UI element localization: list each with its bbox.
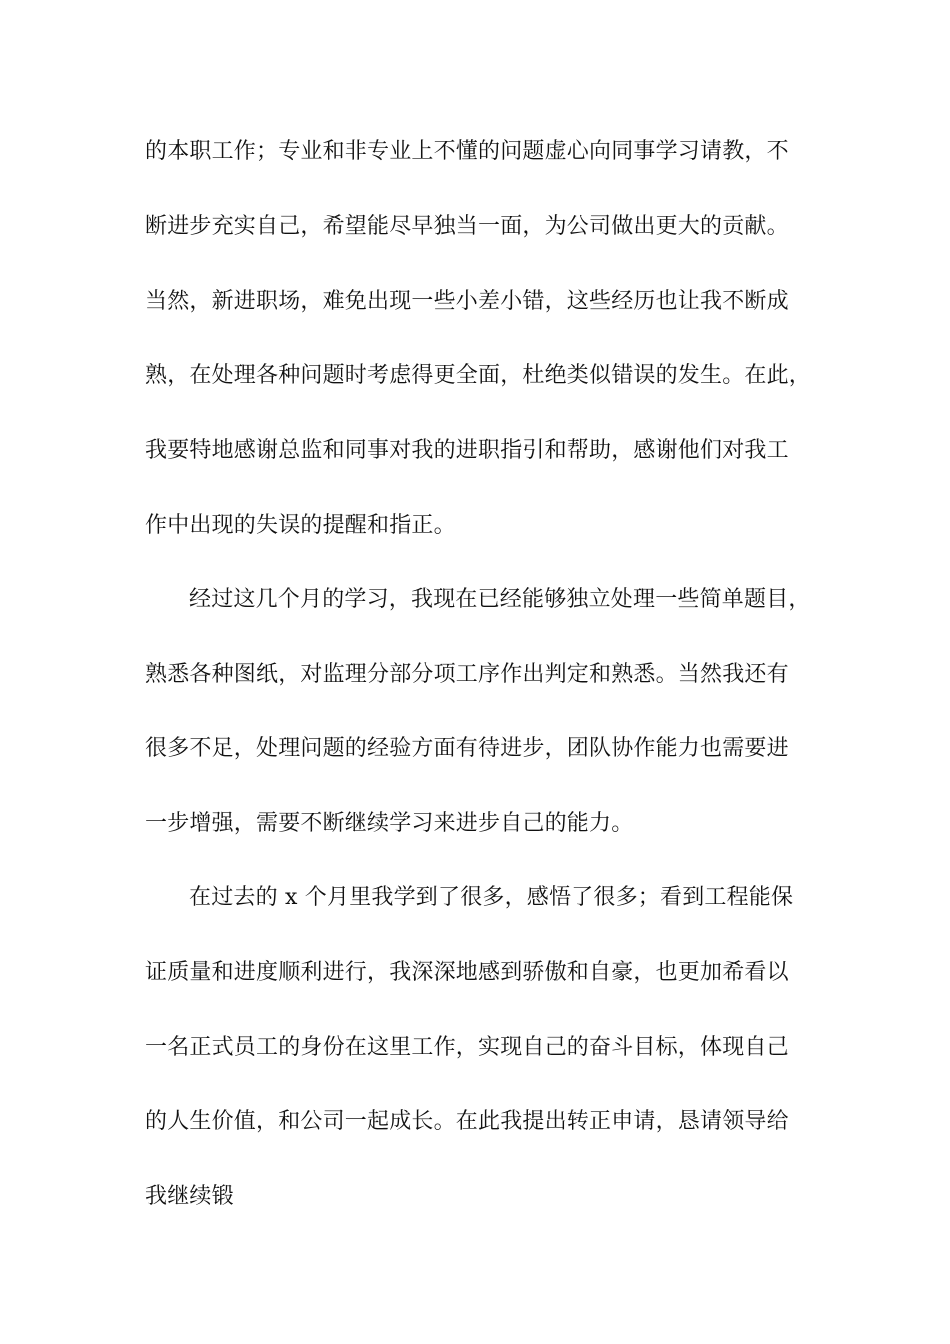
text-line-11: 在过去的 x 个月里我学到了很多，感悟了很多；看到工程能保 xyxy=(189,885,794,910)
text-line-3: 当然，新进职场，难免出现一些小差小错，这些经历也让我不断成 xyxy=(145,289,789,314)
text-line-13: 一名正式员工的身份在这里工作，实现自己的奋斗目标，体现自己 xyxy=(145,1035,789,1060)
text-line-14: 的人生价值，和公司一起成长。在此我提出转正申请，恳请领导给 xyxy=(145,1109,789,1134)
text-line-12: 证质量和进度顺利进行，我深深地感到骄傲和自豪，也更加希看以 xyxy=(145,960,789,985)
text-line-1: 的本职工作；专业和非专业上不懂的问题虚心向同事学习请教，不 xyxy=(145,139,789,164)
text-line-9: 很多不足，处理问题的经验方面有待进步，团队协作能力也需要进 xyxy=(145,736,789,761)
text-line-7: 经过这几个月的学习，我现在已经能够独立处理一些简单题目， xyxy=(189,587,811,612)
text-line-10: 一步增强，需要不断继续学习来进步自己的能力。 xyxy=(145,811,634,836)
text-line-15: 我继续锻 xyxy=(145,1184,234,1209)
text-line-6: 作中出现的失误的提醒和指正。 xyxy=(145,513,456,538)
text-line-2: 断进步充实自己，希望能尽早独当一面，为公司做出更大的贡献。 xyxy=(145,214,789,239)
text-line-8: 熟悉各种图纸，对监理分部分项工序作出判定和熟悉。当然我还有 xyxy=(145,662,789,687)
text-line-4: 熟，在处理各种问题时考虑得更全面，杜绝类似错误的发生。在此， xyxy=(145,363,812,388)
text-line-5: 我要特地感谢总监和同事对我的进职指引和帮助，感谢他们对我工 xyxy=(145,438,789,463)
